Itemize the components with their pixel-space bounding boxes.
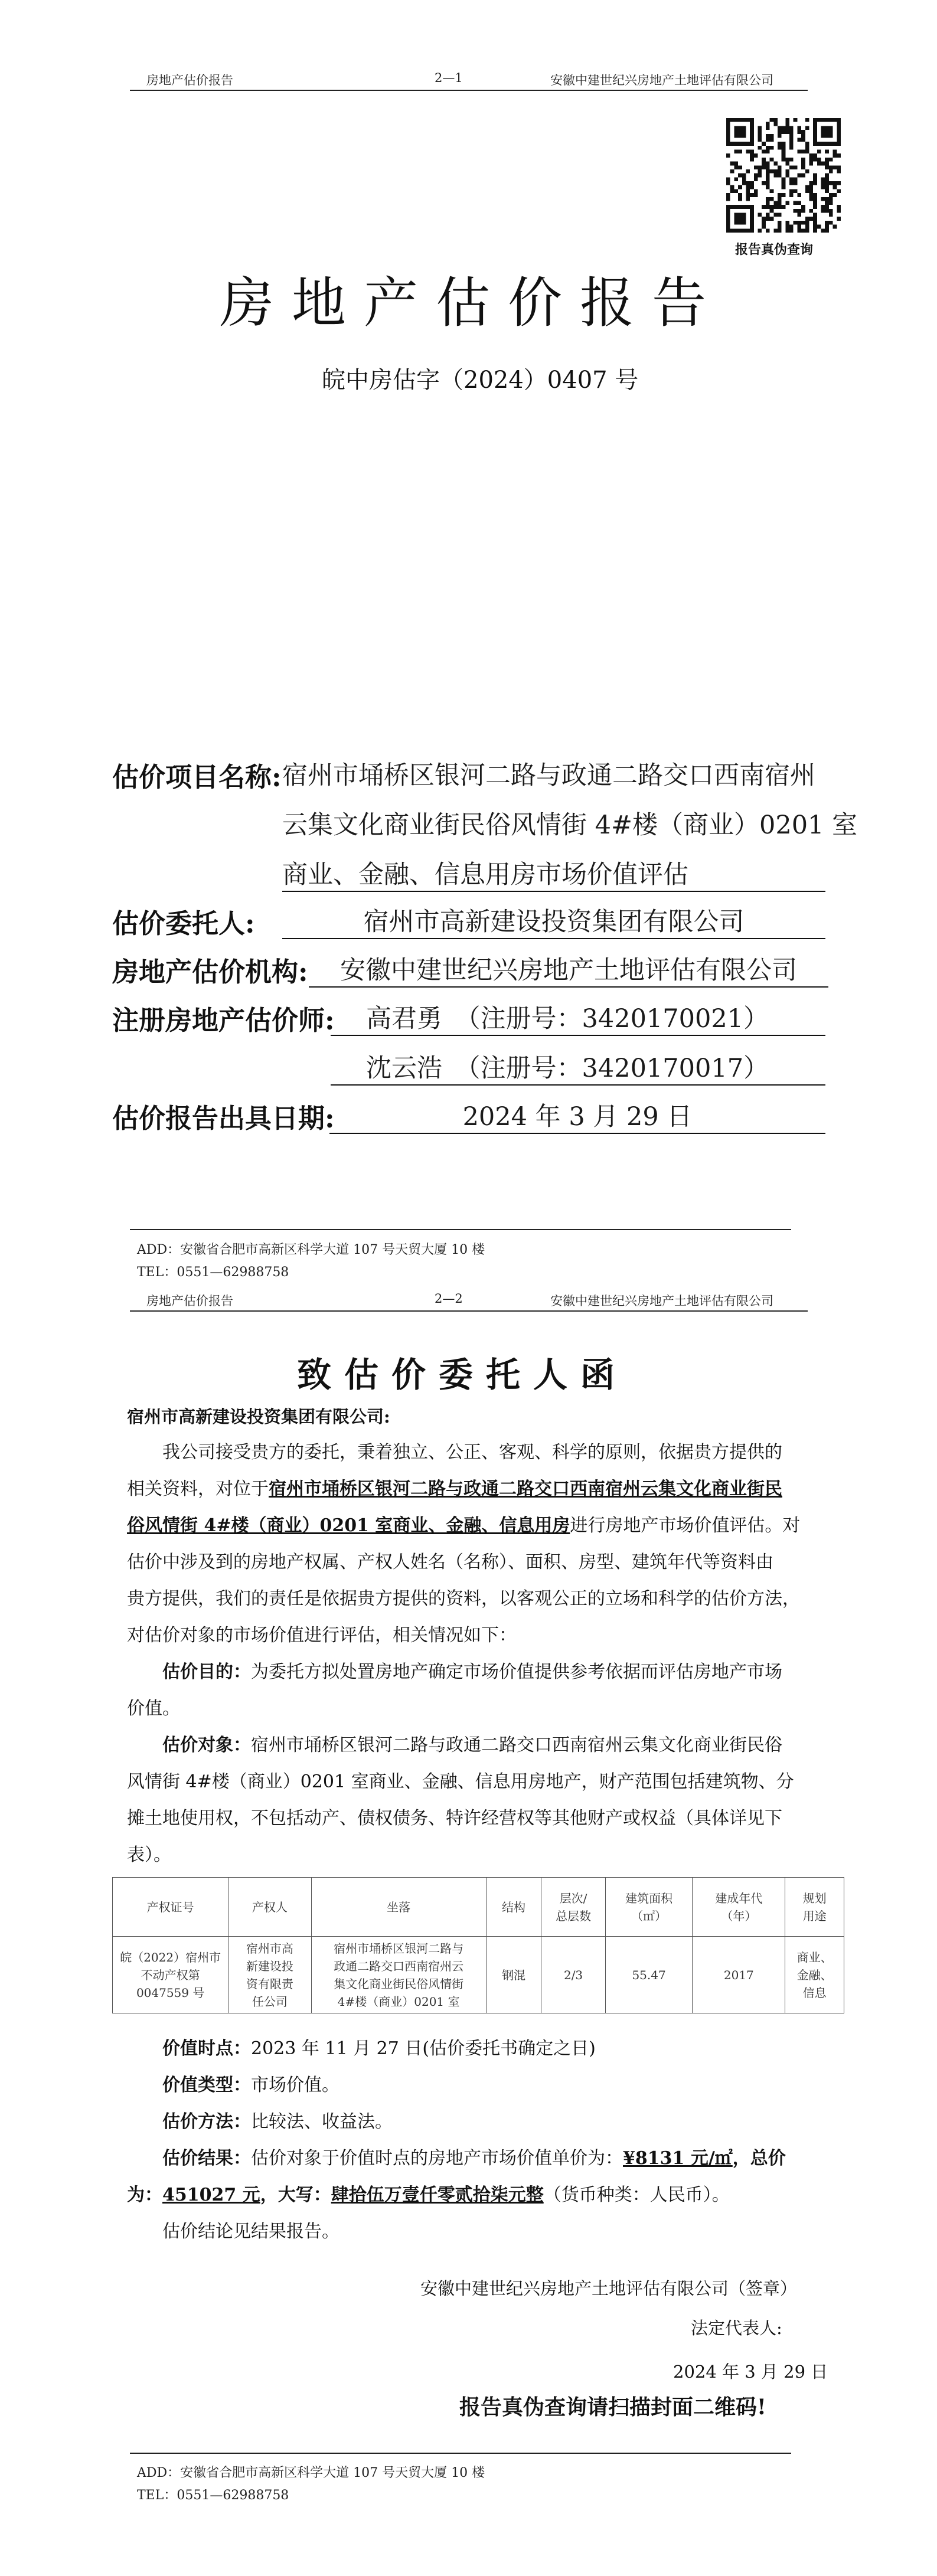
header-left: 房地产估价报告 bbox=[146, 73, 233, 87]
method-label: 估价方法： bbox=[162, 2111, 251, 2132]
date-label: 估价报告出具日期: bbox=[112, 1103, 335, 1134]
para1-line2 bbox=[127, 1471, 847, 1508]
table-cell: 2/3 bbox=[541, 1937, 605, 2013]
footer-rule bbox=[130, 2453, 791, 2454]
letter-body bbox=[127, 1434, 847, 1874]
table-header-cell: 规划 用途 bbox=[785, 1878, 844, 1937]
legal-representative: 法定代表人: bbox=[691, 2318, 782, 2338]
property-table bbox=[112, 1877, 844, 2013]
project-line1: 宿州市埇桥区银河二路与政通二路交口西南宿州 bbox=[282, 761, 815, 790]
appraiser-label: 注册房地产估价师: bbox=[112, 1005, 335, 1036]
letter-title: 致估价委托人函 bbox=[297, 1355, 628, 1395]
document-number: 皖中房估字（2024）0407 号 bbox=[322, 367, 639, 394]
object-label: 估价对象： bbox=[162, 1735, 251, 1756]
footer-tel: TEL：0551—62988758 bbox=[137, 1265, 289, 1280]
table-header-cell: 结构 bbox=[486, 1878, 541, 1937]
conclusion-line: 估价结论见结果报告。 bbox=[162, 2221, 339, 2242]
value-time-line bbox=[127, 2031, 847, 2067]
table-cell: 宿州市埇桥区银河二路与 政通二路交口西南宿州云 集文化商业街民俗风情街 4#楼（商业）0201 室 bbox=[311, 1937, 486, 2013]
para1-line1: 我公司接受贵方的委托，秉着独立、公正、客观、科学的原则，依据贵方提供的 bbox=[162, 1442, 782, 1463]
verify-notice: 报告真伪查询请扫描封面二维码! bbox=[459, 2395, 766, 2420]
table-cell: 商业、 金融、 信息 bbox=[785, 1937, 844, 2013]
appraiser-2: 沈云浩 （注册号：3420170017） bbox=[331, 1048, 825, 1086]
result-text-2: ，总价 bbox=[732, 2148, 786, 2169]
footer-tel: TEL：0551—62988758 bbox=[137, 2488, 289, 2503]
para1-line6: 对估价对象的市场价值进行评估，相关情况如下： bbox=[127, 1625, 517, 1646]
result-text: 估价对象于价值时点的房地产市场价值单价为： bbox=[251, 2148, 623, 2169]
para1-line2-bold: 宿州市埇桥区银河二路与政通二路交口西南宿州云集文化商业街民 bbox=[269, 1479, 782, 1499]
table-header-cell: 产权证号 bbox=[113, 1878, 228, 1937]
report-title: 房地产估价报告 bbox=[220, 272, 724, 335]
header-left: 房地产估价报告 bbox=[146, 1294, 233, 1308]
addressee: 宿州市高新建设投资集团有限公司: bbox=[127, 1407, 390, 1427]
para1-line3 bbox=[127, 1508, 847, 1544]
object-line3: 摊土地使用权，不包括动产、债权债务、特许经营权等其他财产或权益（具体详见下 bbox=[127, 1808, 782, 1829]
company-signature: 安徽中建世纪兴房地产土地评估有限公司（签章） bbox=[420, 2278, 798, 2299]
header-right: 安徽中建世纪兴房地产土地评估有限公司 bbox=[550, 73, 773, 87]
table-header-cell: 建成年代 （年） bbox=[693, 1878, 785, 1937]
project-label: 估价项目名称: bbox=[112, 761, 282, 793]
client-label: 估价委托人: bbox=[112, 908, 255, 939]
value-type-text: 市场价值。 bbox=[251, 2075, 339, 2096]
project-line2: 云集文化商业街民俗风情街 4#楼（商业）0201 室 bbox=[282, 810, 858, 840]
footer-address: ADD：安徽省合肥市高新区科学大道 107 号天贸大厦 10 楼 bbox=[137, 2466, 485, 2480]
letter-date: 2024 年 3 月 29 日 bbox=[673, 2362, 828, 2382]
header-right: 安徽中建世纪兴房地产土地评估有限公司 bbox=[550, 1294, 773, 1308]
object-line2: 风情街 4#楼（商业）0201 室商业、金融、信息用房地产，财产范围包括建筑物、分 bbox=[127, 1771, 794, 1792]
header-rule bbox=[130, 90, 808, 91]
footer-address: ADD：安徽省合肥市高新区科学大道 107 号天贸大厦 10 楼 bbox=[137, 1243, 485, 1257]
result-line1 bbox=[127, 2140, 847, 2177]
agency-label: 房地产估价机构: bbox=[112, 956, 308, 988]
table-row bbox=[113, 1937, 844, 2013]
result-prefix: 为： bbox=[127, 2185, 162, 2205]
table-header-row bbox=[113, 1878, 844, 1937]
table-cell: 宿州市高 新建设投 资有限责 任公司 bbox=[228, 1937, 311, 2013]
agency-value: 安徽中建世纪兴房地产土地评估有限公司 bbox=[309, 950, 828, 988]
table-cell: 皖（2022）宿州市 不动产权第 0047559 号 bbox=[113, 1937, 228, 2013]
qr-caption: 报告真伪查询 bbox=[735, 242, 814, 257]
result-mid: ，大写： bbox=[260, 2185, 331, 2205]
para1-line5: 贵方提供，我们的责任是依据贵方提供的资料，以客观公正的立场和科学的估价方法， bbox=[127, 1588, 800, 1609]
object-text: 宿州市埇桥区银河二路与政通二路交口西南宿州云集文化商业街民俗 bbox=[251, 1735, 782, 1756]
letter-body-2 bbox=[127, 2031, 847, 2250]
footer-rule bbox=[130, 1229, 791, 1230]
result-suffix: （货币种类：人民币）。 bbox=[543, 2185, 730, 2205]
unit-price: ¥8131 元/㎡ bbox=[623, 2148, 733, 2169]
table-header-cell: 坐落 bbox=[311, 1878, 486, 1937]
para1-line2-text: 相关资料，对位于 bbox=[127, 1479, 269, 1499]
table-header-cell: 建筑面积 （㎡） bbox=[605, 1878, 693, 1937]
table-header-cell: 层次/ 总层数 bbox=[541, 1878, 605, 1937]
project-line3-text: 商业、金融、信息用房市场价值评估 bbox=[282, 855, 825, 892]
method-text: 比较法、收益法。 bbox=[251, 2111, 393, 2132]
total-price: 451027 元 bbox=[162, 2185, 260, 2205]
table-header-cell: 产权人 bbox=[228, 1878, 311, 1937]
value-type-label: 价值类型： bbox=[162, 2075, 251, 2096]
value-type-line bbox=[127, 2067, 847, 2104]
qr-code-icon[interactable] bbox=[726, 118, 841, 233]
appraiser-1: 高君勇 （注册号：3420170021） bbox=[331, 999, 825, 1036]
object-line1 bbox=[127, 1727, 847, 1764]
client-value: 宿州市高新建设投资集团有限公司 bbox=[282, 902, 825, 939]
para1-line3-text: 进行房地产市场价值评估。对 bbox=[570, 1515, 801, 1536]
purpose-line1 bbox=[127, 1654, 847, 1691]
header-page-number: 2—1 bbox=[435, 71, 463, 85]
purpose-line2: 价值。 bbox=[127, 1698, 180, 1719]
para1-line4: 估价中涉及到的房地产权属、产权人姓名（名称）、面积、房型、建筑年代等资料由 bbox=[127, 1552, 773, 1573]
object-line4: 表）。 bbox=[127, 1845, 171, 1865]
header-rule bbox=[130, 1310, 808, 1312]
value-time-label: 价值时点： bbox=[162, 2038, 251, 2059]
method-line bbox=[127, 2104, 847, 2140]
para1-line3-bold: 俗风情街 4#楼（商业）0201 室商业、金融、信息用房 bbox=[127, 1515, 570, 1536]
purpose-label: 估价目的： bbox=[162, 1662, 251, 1682]
purpose-text: 为委托方拟处置房地产确定市场价值提供参考依据而评估房地产市场 bbox=[251, 1662, 782, 1682]
table-cell: 2017 bbox=[693, 1937, 785, 2013]
header-page-number: 2—2 bbox=[435, 1292, 463, 1306]
project-line3 bbox=[282, 855, 825, 894]
result-label: 估价结果： bbox=[162, 2148, 251, 2169]
value-time-text: 2023 年 11 月 27 日(估价委托书确定之日) bbox=[251, 2038, 596, 2059]
total-price-words: 肆拾伍万壹仟零贰拾柒元整 bbox=[331, 2185, 544, 2205]
table-cell: 钢混 bbox=[486, 1937, 541, 2013]
table-cell: 55.47 bbox=[605, 1937, 693, 2013]
date-value: 2024 年 3 月 29 日 bbox=[329, 1097, 825, 1134]
result-line2 bbox=[127, 2177, 847, 2214]
